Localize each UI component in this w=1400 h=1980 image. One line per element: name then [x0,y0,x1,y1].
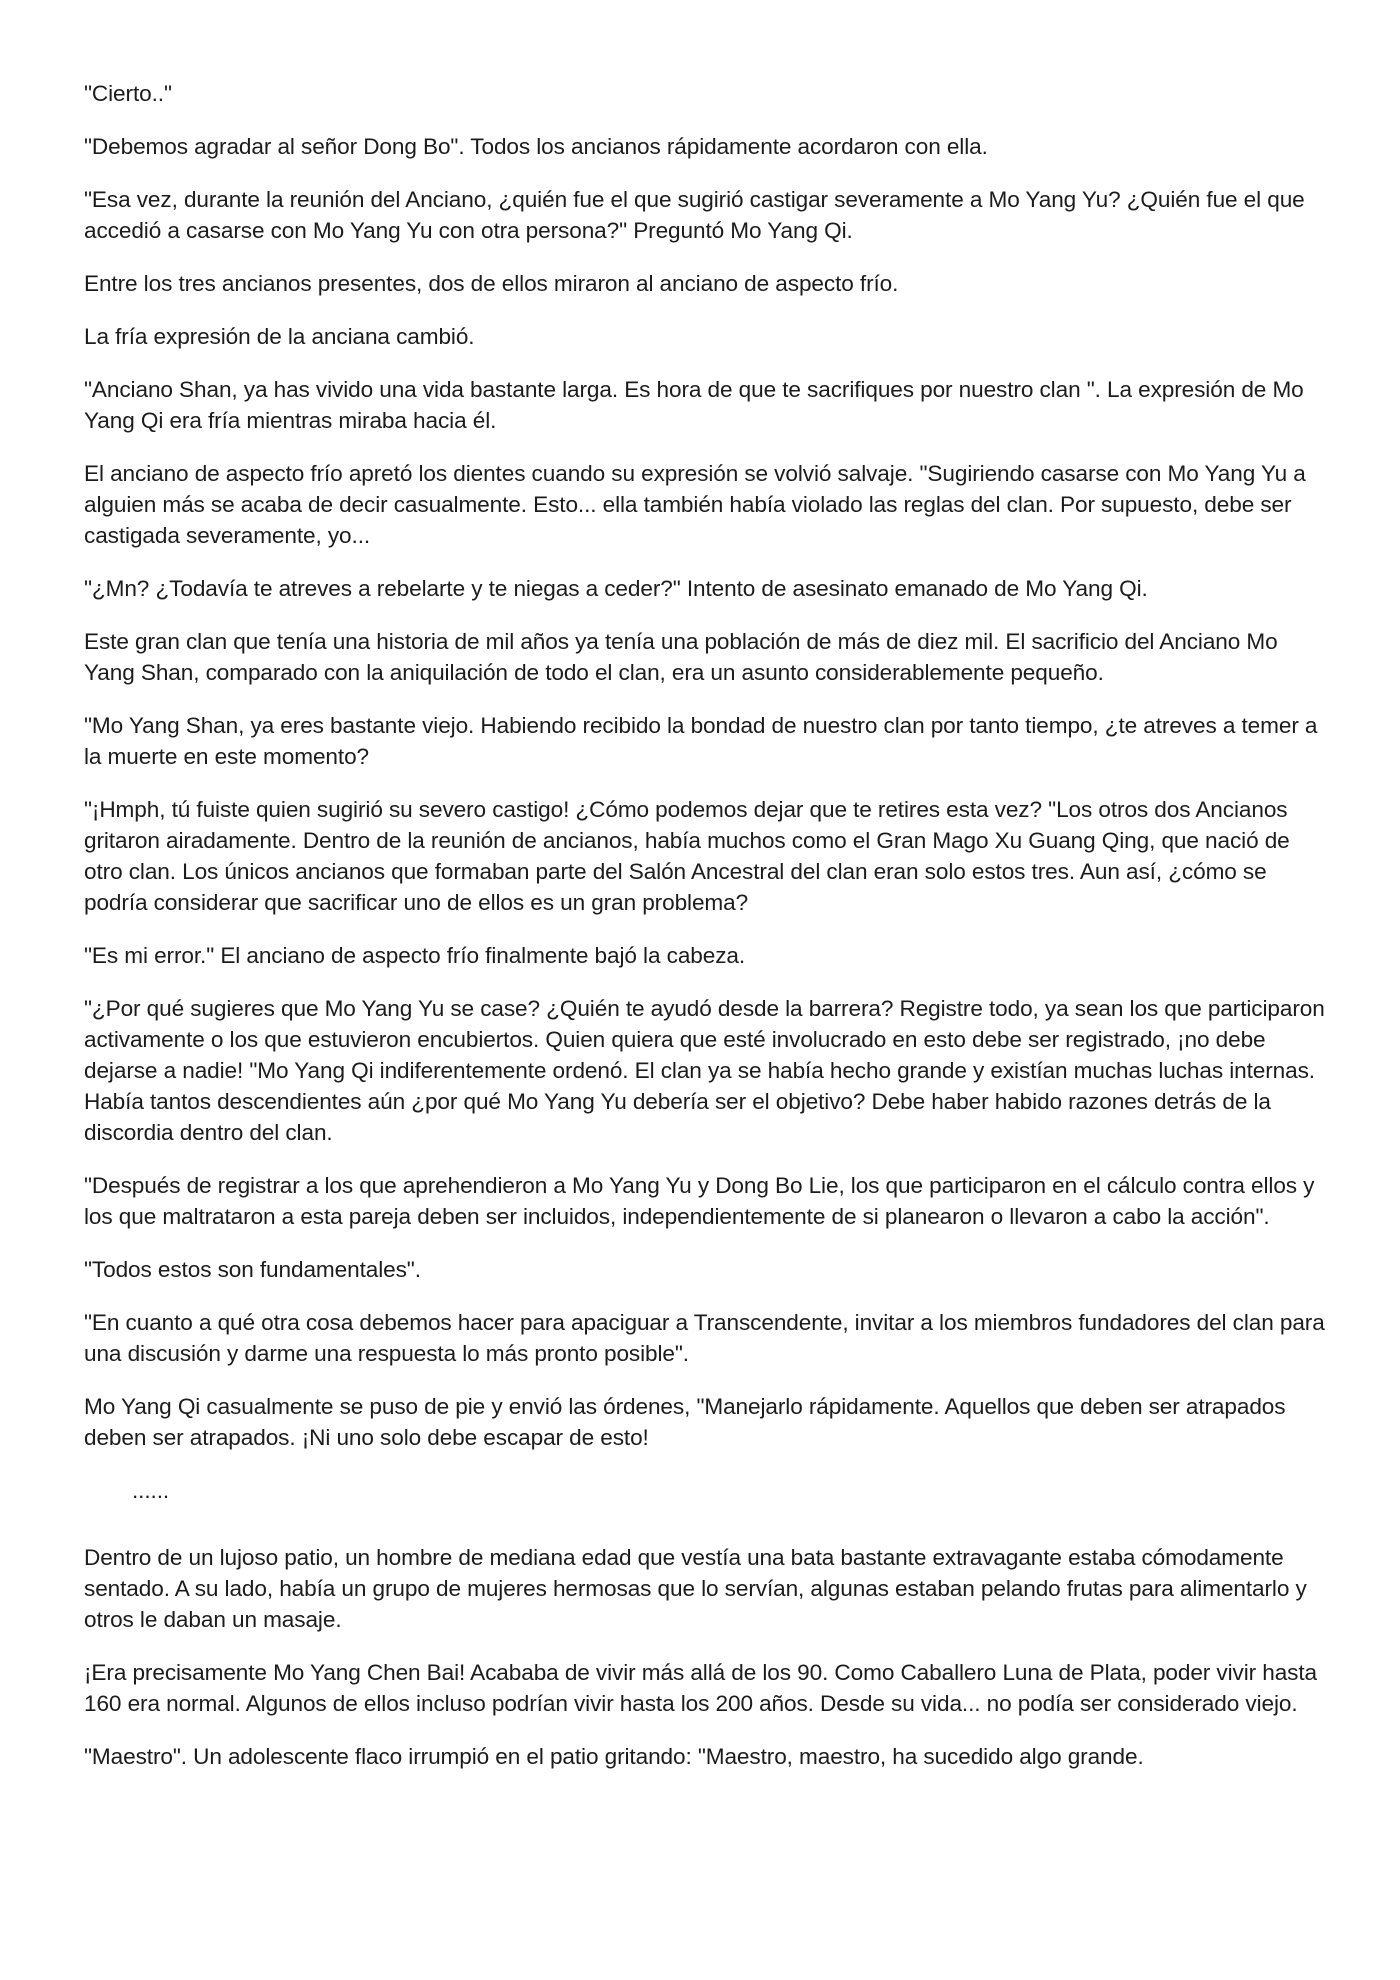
paragraph: La fría expresión de la anciana cambió. [84,324,475,349]
paragraph: "Todos estos son fundamentales". [84,1257,421,1282]
paragraph: "Mo Yang Shan, ya eres bastante viejo. Habiendo recibido la bondad de nuestro clan por tanto tiempo, ¿te atreves a temer a la muerte en este momento? [84,713,1318,769]
paragraph: "¿Por qué sugieres que Mo Yang Yu se case? ¿Quién te ayudó desde la barrera? Registre todo, ya sean los que participaron activamente o los que estuvieron encubiertos. Quien quiera que esté involucrado en esto debe ser registrado, ¡no debe dejarse a nadie! "Mo Yang Qi indiferentemente ordenó. El clan ya se había hecho grande y existían muchas luchas internas. Había tantos descendientes aún ¿por qué Mo Yang Yu debería ser el objetivo? Debe haber habido razones detrás de la discordia dentro del clan. [84,996,1325,1145]
paragraph: "Debemos agradar al señor Dong Bo". Todos los ancianos rápidamente acordaron con ella. [84,134,988,159]
paragraph: Dentro de un lujoso patio, un hombre de mediana edad que vestía una bata bastante extravagante estaba cómodamente sentado. A su lado, había un grupo de mujeres hermosas que lo servían, algunas estaban pelando frutas para alimentarlo y otros le daban un masaje. [84,1545,1307,1632]
paragraph: Mo Yang Qi casualmente se puso de pie y envió las órdenes, "Manejarlo rápidamente. Aquellos que deben ser atrapados deben ser atrapados. ¡Ni uno solo debe escapar de esto! [84,1394,1286,1450]
paragraph: ¡Era precisamente Mo Yang Chen Bai! Acababa de vivir más allá de los 90. Como Caballero Luna de Plata, poder vivir hasta 160 era normal. Algunos de ellos incluso podrían vivir hasta los 200 años. Desde su vida... no podía ser considerado viejo. [84,1660,1318,1716]
paragraph: "Anciano Shan, ya has vivido una vida bastante larga. Es hora de que te sacrifiques por nuestro clan ". La expresión de Mo Yang Qi era fría mientras miraba hacia él. [84,377,1304,433]
paragraph: Entre los tres ancianos presentes, dos de ellos miraron al anciano de aspecto frío. [84,271,899,296]
paragraph: "Cierto.." [84,81,172,106]
paragraph: El anciano de aspecto frío apretó los dientes cuando su expresión se volvió salvaje. "Sugiriendo casarse con Mo Yang Yu a alguien más se acaba de decir casualmente. Esto... ella también había violado las reglas del clan. Por supuesto, debe ser castigada severamente, yo... [84,461,1306,548]
paragraph: "Esa vez, durante la reunión del Anciano, ¿quién fue el que sugirió castigar severamente a Mo Yang Yu? ¿Quién fue el que accedió a casarse con Mo Yang Yu con otra persona?" Preguntó Mo Yang Qi. [84,187,1305,243]
paragraph: "¡Hmph, tú fuiste quien sugirió su severo castigo! ¿Cómo podemos dejar que te retires esta vez? "Los otros dos Ancianos gritaron airadamente. Dentro de la reunión de ancianos, había muchos como el Gran Mago Xu Guang Qing, que nació de otro clan. Los únicos ancianos que formaban parte del Salón Ancestral del clan eran solo estos tres. Aun así, ¿cómo se podría considerar que sacrificar uno de ellos es un gran problema? [84,797,1290,915]
paragraph: "En cuanto a qué otra cosa debemos hacer para apaciguar a Transcendente, invitar a los miembros fundadores del clan para una discusión y darme una respuesta lo más pronto posible". [84,1310,1325,1366]
paragraph: "Maestro". Un adolescente flaco irrumpió en el patio gritando: "Maestro, maestro, ha sucedido algo grande. [84,1744,1144,1769]
section-separator: ...... [132,1478,170,1503]
paragraph: "¿Mn? ¿Todavía te atreves a rebelarte y te niegas a ceder?" Intento de asesinato emanado de Mo Yang Qi. [84,576,1148,601]
paragraph: "Después de registrar a los que aprehendieron a Mo Yang Yu y Dong Bo Lie, los que participaron en el cálculo contra ellos y los que maltrataron a esta pareja deben ser incluidos, independientemente de si planearon o llevaron a cabo la acción". [84,1173,1315,1229]
paragraph: "Es mi error." El anciano de aspecto frío finalmente bajó la cabeza. [84,943,746,968]
paragraph: Este gran clan que tenía una historia de mil años ya tenía una población de más de diez mil. El sacrificio del Anciano Mo Yang Shan, comparado con la aniquilación de todo el clan, era un asunto considerablemente pequeño. [84,629,1278,685]
